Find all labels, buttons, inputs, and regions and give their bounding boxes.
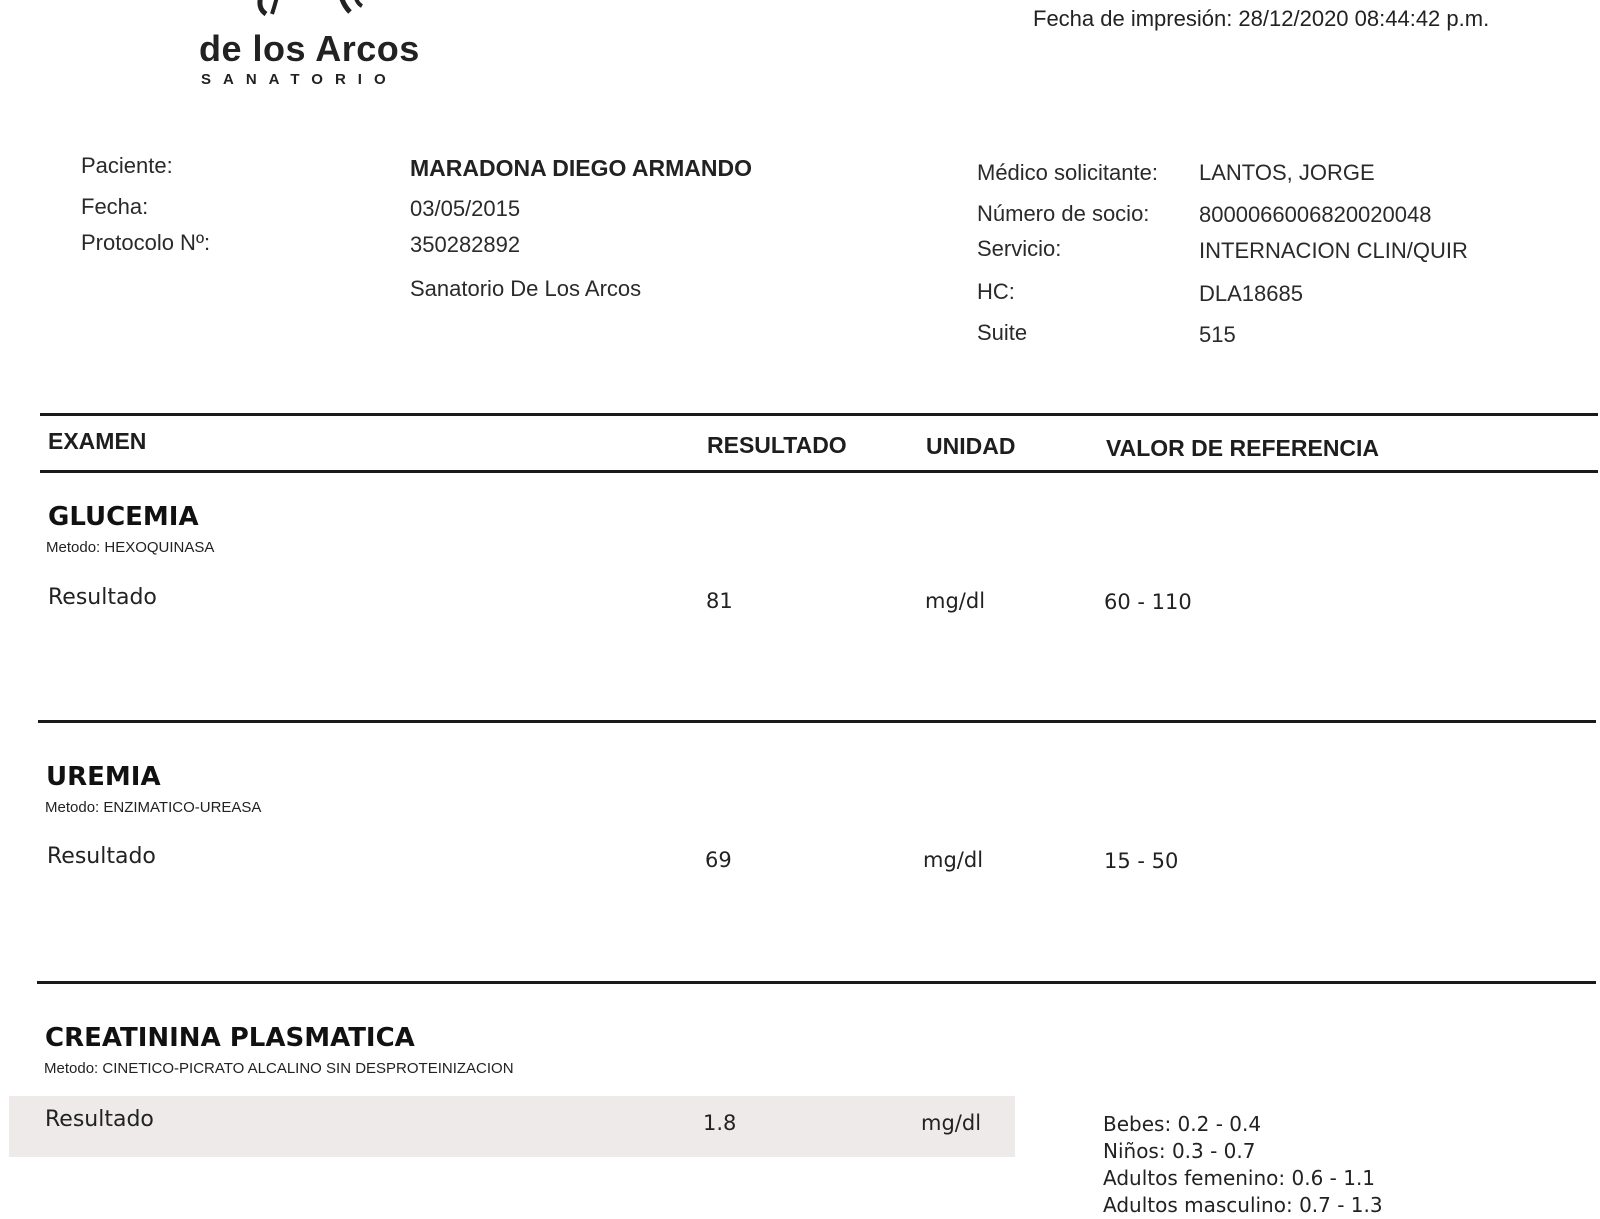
column-header-exam: EXAMEN: [48, 428, 147, 454]
patient-name-label: Paciente:: [81, 153, 173, 178]
suite-number: 515: [1199, 322, 1236, 347]
member-number-label: Número de socio:: [977, 201, 1150, 226]
result-value: 81: [706, 589, 733, 613]
exam-separator-rule: [37, 981, 1596, 984]
doctor-name: LANTOS, JORGE: [1199, 160, 1375, 185]
reference-range: 60 - 110: [1104, 590, 1192, 614]
result-value: 1.8: [703, 1111, 737, 1135]
service-name: INTERNACION CLIN/QUIR: [1199, 238, 1468, 263]
print-date: Fecha de impresión: 28/12/2020 08:44:42 p.m.: [1033, 6, 1490, 31]
reference-line: Bebes: 0.2 - 0.4: [1103, 1112, 1262, 1136]
column-header-unit: UNIDAD: [926, 433, 1016, 459]
logo-title: de los Arcos: [199, 28, 420, 69]
result-unit: mg/dl: [925, 589, 986, 613]
result-unit: mg/dl: [921, 1111, 982, 1135]
column-header-result: RESULTADO: [707, 432, 847, 458]
exam-method: Metodo: ENZIMATICO-UREASA: [45, 799, 262, 816]
doctor-label: Médico solicitante:: [977, 160, 1158, 185]
exam-name: CREATININA PLASMATICA: [45, 1023, 415, 1053]
result-row-highlight: [9, 1096, 1015, 1157]
exam-method: Metodo: CINETICO-PICRATO ALCALINO SIN DESPROTEINIZACION: [44, 1060, 514, 1077]
patient-name: MARADONA DIEGO ARMANDO: [410, 155, 753, 181]
result-label: Resultado: [45, 1107, 154, 1132]
table-top-rule: [40, 413, 1598, 416]
reference-line: Niños: 0.3 - 0.7: [1103, 1139, 1256, 1163]
protocol-label: Protocolo Nº:: [81, 230, 211, 255]
sanatorio-logo-mark: [250, 0, 370, 18]
member-number: 8000066006820020048: [1199, 202, 1432, 227]
exam-date: 03/05/2015: [410, 196, 521, 221]
exam-separator-rule: [38, 720, 1596, 723]
hc-number: DLA18685: [1199, 281, 1303, 306]
reference-list: [1103, 1111, 1383, 1219]
reference-range: 15 - 50: [1104, 849, 1179, 873]
result-unit: mg/dl: [923, 848, 984, 872]
service-label: Servicio:: [977, 236, 1062, 261]
exam-name: UREMIA: [46, 762, 161, 792]
exam-name: GLUCEMIA: [48, 502, 199, 532]
institution-name: Sanatorio De Los Arcos: [410, 276, 642, 301]
exam-date-label: Fecha:: [81, 194, 149, 219]
result-label: Resultado: [48, 585, 157, 610]
logo-subtitle: SANATORIO: [201, 71, 398, 88]
reference-line: Adultos masculino: 0.7 - 1.3: [1103, 1193, 1383, 1217]
protocol-number: 350282892: [410, 232, 521, 257]
result-value: 69: [705, 848, 732, 872]
suite-label: Suite: [977, 320, 1028, 345]
hc-label: HC:: [977, 279, 1015, 304]
column-header-reference: VALOR DE REFERENCIA: [1106, 435, 1380, 461]
exam-method: Metodo: HEXOQUINASA: [46, 539, 215, 556]
result-label: Resultado: [47, 844, 156, 869]
reference-line: Adultos femenino: 0.6 - 1.1: [1103, 1166, 1376, 1190]
table-header-rule: [40, 470, 1598, 473]
